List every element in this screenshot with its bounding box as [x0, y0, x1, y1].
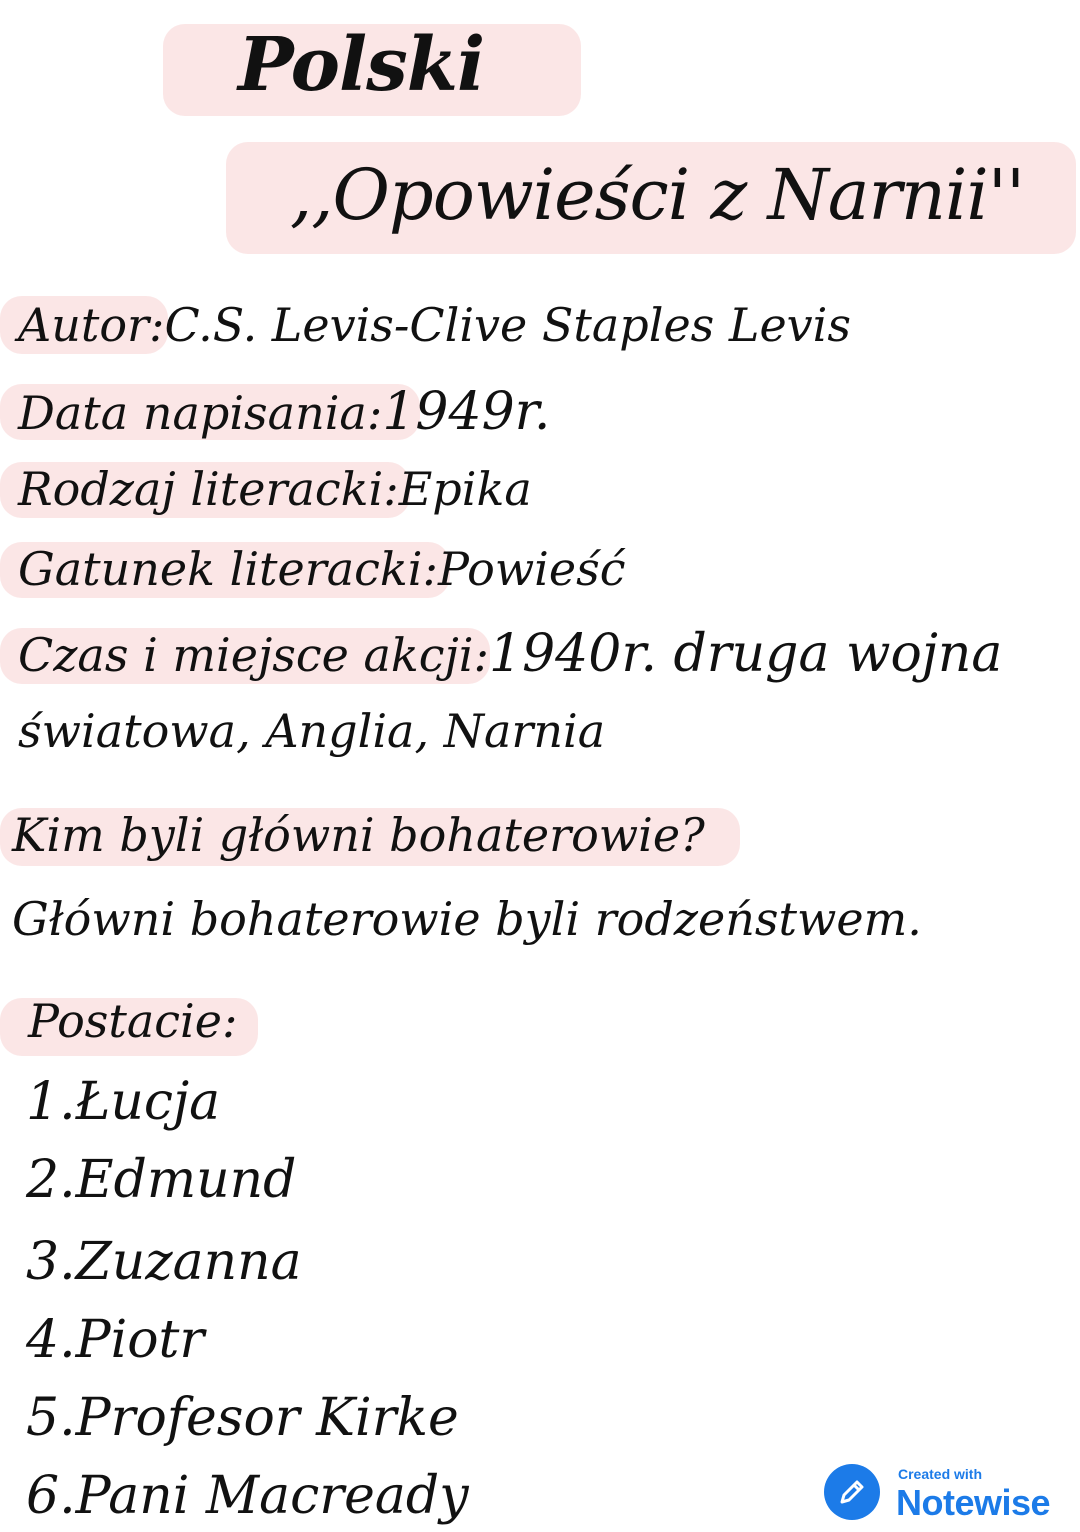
genre-kind-value: Epika [398, 462, 532, 516]
character-item: 2.Edmund [26, 1150, 297, 1210]
genre-label: Gatunek literacki: [18, 542, 439, 596]
notewise-badge [824, 1462, 1074, 1524]
character-item: 3.Zuzanna [26, 1232, 302, 1292]
characters-heading: Postacie: [28, 994, 238, 1048]
author-row [18, 298, 851, 352]
genre-value: Powieść [438, 542, 626, 596]
date-label: Data napisania: [18, 386, 383, 440]
author-value: C.S. Levis-Clive Staples Levis [164, 298, 851, 352]
page-subject: Polski [238, 22, 485, 108]
author-label: Autor: [18, 298, 165, 352]
genre-kind-row [18, 462, 532, 516]
character-item: 4.Piotr [26, 1310, 205, 1370]
character-item: 1.Łucja [26, 1072, 221, 1132]
setting-value-line2: światowa, Anglia, Narnia [18, 704, 606, 758]
question-answer: Główni bohaterowie byli rodzeństwem. [12, 892, 922, 946]
date-row [18, 382, 551, 442]
badge-brand: Notewise [896, 1482, 1051, 1523]
badge-created-with: Created with [898, 1466, 983, 1482]
character-item: 5.Profesor Kirke [26, 1388, 459, 1448]
date-value: 1949r. [382, 382, 551, 442]
genre-kind-label: Rodzaj literacki: [18, 462, 399, 516]
book-title: ,,Opowieści z Narnii'' [290, 154, 1025, 236]
question-text: Kim byli główni bohaterowie? [12, 808, 705, 862]
setting-row [18, 624, 1003, 684]
pen-icon [824, 1464, 880, 1520]
setting-value-line1: 1940r. druga wojna [488, 624, 1003, 684]
genre-row [18, 542, 626, 596]
character-item: 6.Pani Macready [26, 1466, 469, 1526]
setting-label: Czas i miejsce akcji: [18, 628, 489, 682]
